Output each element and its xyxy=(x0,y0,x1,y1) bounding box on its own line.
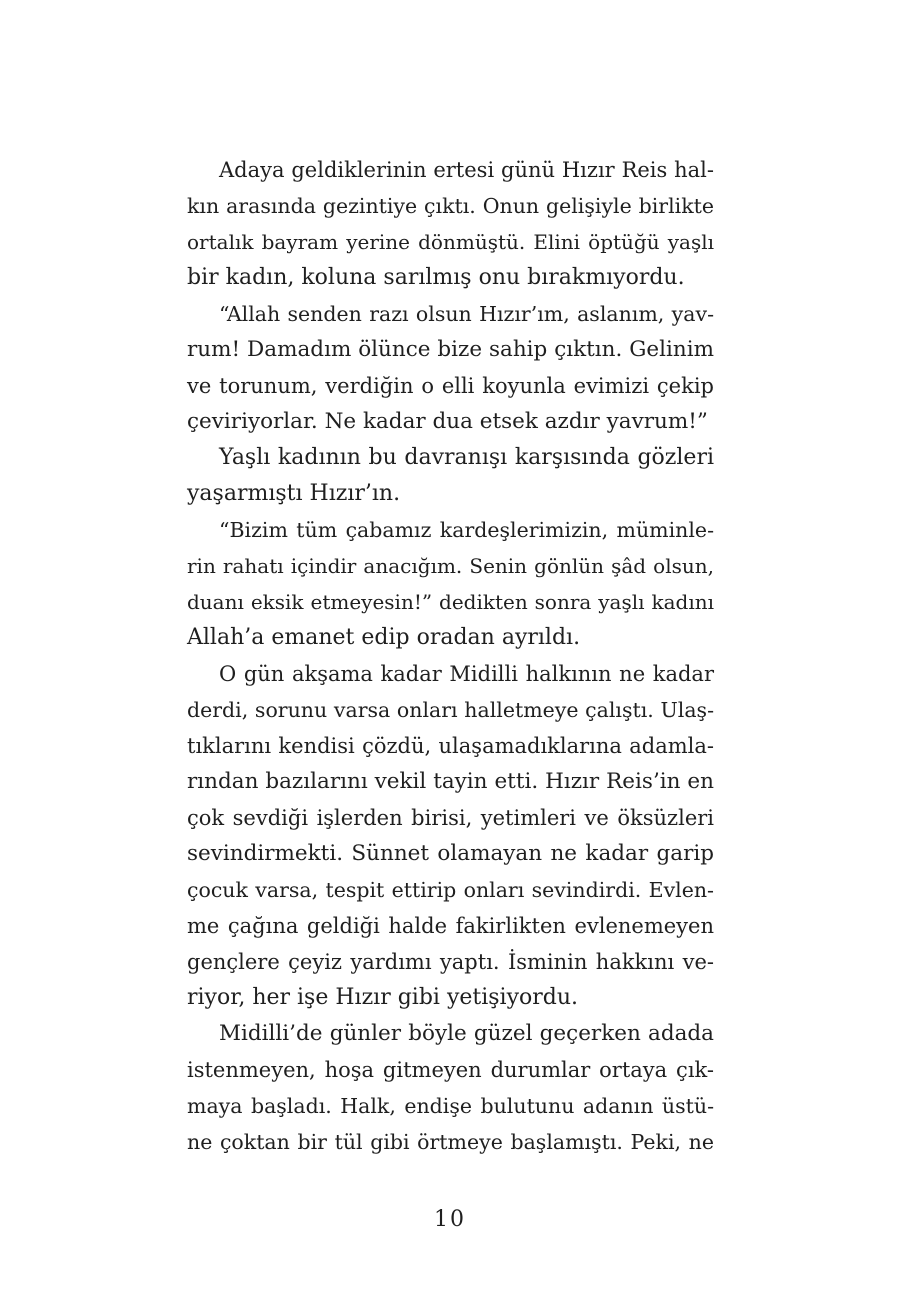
text-line: çok sevdiği işlerden birisi, yetimleri ve öksüzleri xyxy=(187,806,714,830)
paragraph-3 xyxy=(187,440,714,512)
text-line: çeviriyorlar. Ne kadar dua etsek azdır yavrum!” xyxy=(187,409,708,434)
text-line: çocuk varsa, tespit ettirip onları sevindirdi. Evlen- xyxy=(187,878,714,902)
paragraph-1 xyxy=(187,152,714,296)
text-line: duanı eksik etmeyesin!” dedikten sonra yaşlı kadını xyxy=(187,590,714,614)
text-line: Midilli’de günler böyle güzel geçerken adada xyxy=(219,1021,714,1046)
text-line: maya başladı. Halk, endişe bulutunu adanın üstü- xyxy=(187,1094,714,1118)
text-line: me çağına geldiği halde fakirlikten evlenemeyen xyxy=(187,914,714,938)
text-line: Allah’a emanet edip oradan ayrıldı. xyxy=(187,625,581,650)
text-line: sevindirmekti. Sünnet olamayan ne kadar garip xyxy=(187,841,714,866)
page-number: 10 xyxy=(434,1207,466,1232)
text-line: ortalık bayram yerine dönmüştü. Elini öptüğü yaşlı xyxy=(187,230,714,254)
paragraph-6 xyxy=(187,1016,714,1160)
paragraph-2 xyxy=(187,296,714,440)
text-line: derdi, sorunu varsa onları halletmeye çalıştı. Ulaş- xyxy=(187,698,714,722)
text-line: riyor, her işe Hızır gibi yetişiyordu. xyxy=(187,985,579,1010)
text-line: istenmeyen, hoşa gitmeyen durumlar ortaya çık- xyxy=(187,1058,714,1082)
paragraph-5 xyxy=(187,656,714,1016)
text-line: yaşarmıştı Hızır’ın. xyxy=(187,481,401,506)
text-line: rin rahatı içindir anacığım. Senin gönlün şâd olsun, xyxy=(187,554,714,578)
text-line: O gün akşama kadar Midilli halkının ne kadar xyxy=(219,662,714,686)
body-text xyxy=(187,152,714,1160)
text-line: “Bizim tüm çabamız kardeşlerimizin, müminle- xyxy=(219,518,714,542)
text-line: rum! Damadım ölünce bize sahip çıktın. Gelinim xyxy=(187,337,714,362)
text-line: gençlere çeyiz yardımı yaptı. İsminin hakkını ve- xyxy=(187,950,714,974)
text-line: ve torunum, verdiğin o elli koyunla evimizi çekip xyxy=(187,374,714,398)
paragraph-4 xyxy=(187,512,714,656)
text-line: bir kadın, koluna sarılmış onu bırakmıyordu. xyxy=(187,265,685,290)
text-line: kın arasında gezintiye çıktı. Onun gelişiyle birlikte xyxy=(187,194,714,218)
text-line: tıklarını kendisi çözdü, ulaşamadıklarına adamla- xyxy=(187,734,714,758)
text-line: “Allah senden razı olsun Hızır’ım, aslanım, yav- xyxy=(219,302,714,326)
text-line: ne çoktan bir tül gibi örtmeye başlamıştı. Peki, ne xyxy=(187,1130,714,1154)
text-line: rından bazılarını vekil tayin etti. Hızır Reis’in en xyxy=(187,769,714,794)
text-line: Adaya geldiklerinin ertesi günü Hızır Reis hal- xyxy=(219,158,714,182)
text-line: Yaşlı kadının bu davranışı karşısında gözleri xyxy=(219,445,714,470)
